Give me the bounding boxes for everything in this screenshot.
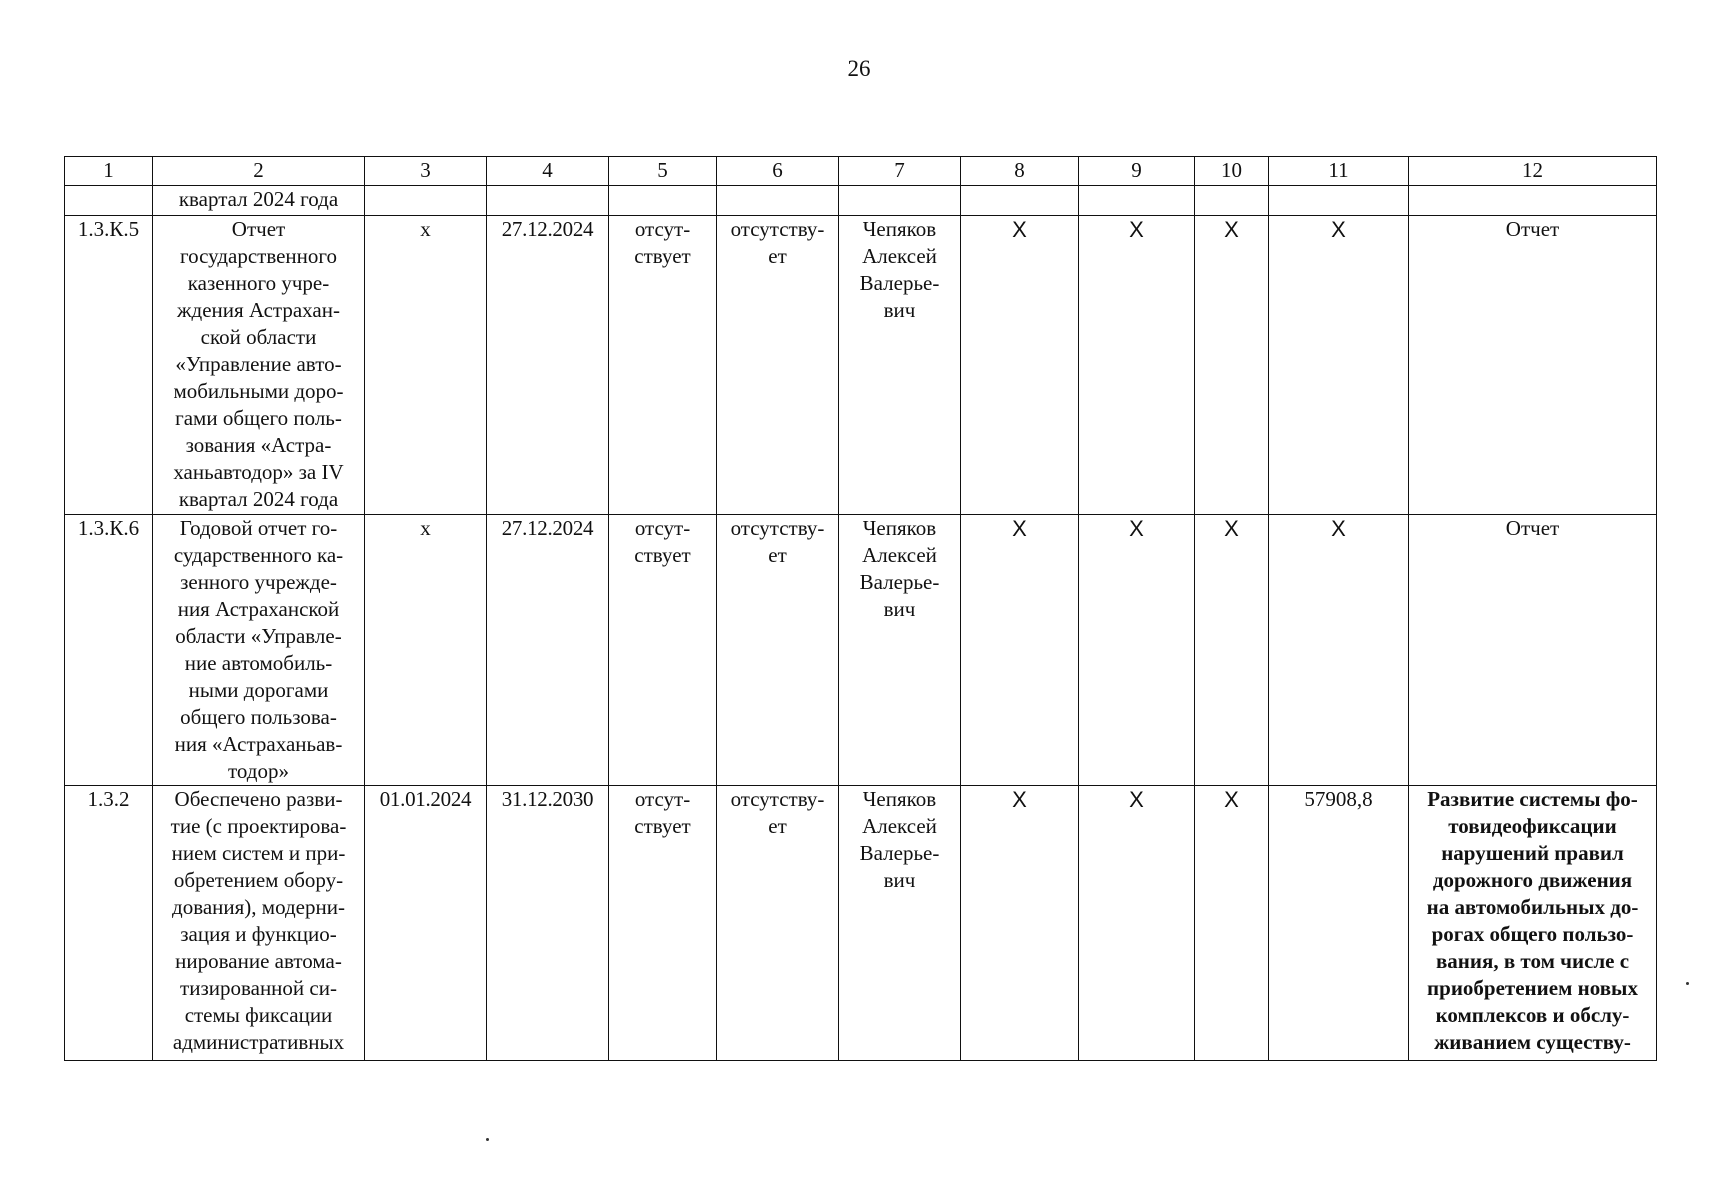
table-cell xyxy=(1195,186,1269,216)
col8-mark: X xyxy=(961,515,1079,786)
column-number: 3 xyxy=(365,157,487,186)
col5-cell xyxy=(609,515,717,786)
responsible-text: Чепяков Алексей Валерье- вич xyxy=(859,217,940,322)
table-cell xyxy=(717,186,839,216)
end-date: 27.12.2024 xyxy=(487,216,609,515)
start-date: 01.01.2024 xyxy=(365,786,487,1061)
result-text: Отчет xyxy=(1505,217,1560,241)
column-number: 9 xyxy=(1079,157,1195,186)
page-number: 26 xyxy=(847,56,871,81)
table-cell xyxy=(839,186,961,216)
col5-cell xyxy=(609,786,717,1061)
column-number-row xyxy=(65,157,1657,186)
result-text: Развитие системы фо- товидеофиксации нарушений правил дорожного движения на автомобильных до- рогах общего пользо- вания, в том числе с приобретением новых комплексов и обслу- живанием существу- xyxy=(1426,787,1639,1054)
responsible-cell xyxy=(839,515,961,786)
column-number: 4 xyxy=(487,157,609,186)
responsible-cell xyxy=(839,786,961,1061)
col9-mark: X xyxy=(1079,515,1195,786)
col10-mark: X xyxy=(1195,216,1269,515)
col6-text: отсутству- ет xyxy=(730,516,825,567)
table-cell xyxy=(1079,186,1195,216)
table-row xyxy=(65,786,1657,1061)
result-cell xyxy=(1409,515,1657,786)
col9-mark: X xyxy=(1079,216,1195,515)
col6-cell xyxy=(717,216,839,515)
row-code: 1.3.2 xyxy=(65,786,153,1061)
table-cell xyxy=(1269,186,1409,216)
table-row xyxy=(65,515,1657,786)
table-cell xyxy=(365,186,487,216)
result-cell xyxy=(1409,786,1657,1061)
start-date: х xyxy=(365,216,487,515)
table-row xyxy=(65,216,1657,515)
table-cell xyxy=(1409,186,1657,216)
result-cell xyxy=(1409,216,1657,515)
scan-speck xyxy=(486,1138,489,1141)
row-name xyxy=(153,216,365,515)
col9-mark: X xyxy=(1079,786,1195,1061)
row-code: 1.3.К.6 xyxy=(65,515,153,786)
end-date: 31.12.2030 xyxy=(487,786,609,1061)
column-number: 12 xyxy=(1409,157,1657,186)
table-cell xyxy=(609,186,717,216)
row-name xyxy=(153,515,365,786)
funding-amount: 57908,8 xyxy=(1269,786,1409,1061)
end-date: 27.12.2024 xyxy=(487,515,609,786)
result-text: Отчет xyxy=(1505,516,1560,540)
col6-text: отсутству- ет xyxy=(730,787,825,838)
col5-text: отсут- ствует xyxy=(634,217,691,268)
col10-mark: X xyxy=(1195,786,1269,1061)
col11-mark: X xyxy=(1269,515,1409,786)
plan-table xyxy=(64,156,1657,1061)
col6-cell xyxy=(717,515,839,786)
column-number: 2 xyxy=(153,157,365,186)
column-number: 5 xyxy=(609,157,717,186)
column-number: 6 xyxy=(717,157,839,186)
start-date: х xyxy=(365,515,487,786)
column-number: 11 xyxy=(1269,157,1409,186)
column-number: 1 xyxy=(65,157,153,186)
table-cell xyxy=(65,186,153,216)
responsible-text: Чепяков Алексей Валерье- вич xyxy=(859,787,940,892)
col5-text: отсут- ствует xyxy=(634,787,691,838)
scan-speck xyxy=(1686,982,1689,985)
column-number: 7 xyxy=(839,157,961,186)
column-number: 8 xyxy=(961,157,1079,186)
col8-mark: X xyxy=(961,216,1079,515)
table-cell xyxy=(487,186,609,216)
col8-mark: X xyxy=(961,786,1079,1061)
responsible-cell xyxy=(839,216,961,515)
table-cell: квартал 2024 года xyxy=(153,186,365,216)
row-name xyxy=(153,786,365,1061)
col5-cell xyxy=(609,216,717,515)
col6-cell xyxy=(717,786,839,1061)
row-name-text: Отчет государственного казенного учре- ждения Астрахан- ской области «Управление авто- мобильными доро- гами общего поль- зования «Астра- ханьавтодор» за IV квартал 2024 года xyxy=(173,217,344,511)
continuation-row xyxy=(65,186,1657,216)
col11-mark: X xyxy=(1269,216,1409,515)
row-name-text: Обеспечено разви- тие (с проектирова- нием систем и при- обретением обору- дования), модерни- зация и функцио- нирование автома- тизированной си- стемы фиксации административных xyxy=(170,787,347,1054)
row-code: 1.3.К.5 xyxy=(65,216,153,515)
row-name-text: Годовой отчет го- сударственного ка- зенного учрежде- ния Астраханской области «Управле- ние автомобиль- ными дорогами общего пользова- ния «Астраханьав- тодор» xyxy=(173,516,344,783)
col5-text: отсут- ствует xyxy=(634,516,691,567)
column-number: 10 xyxy=(1195,157,1269,186)
table-cell xyxy=(961,186,1079,216)
responsible-text: Чепяков Алексей Валерье- вич xyxy=(859,516,940,621)
col6-text: отсутству- ет xyxy=(730,217,825,268)
col10-mark: X xyxy=(1195,515,1269,786)
